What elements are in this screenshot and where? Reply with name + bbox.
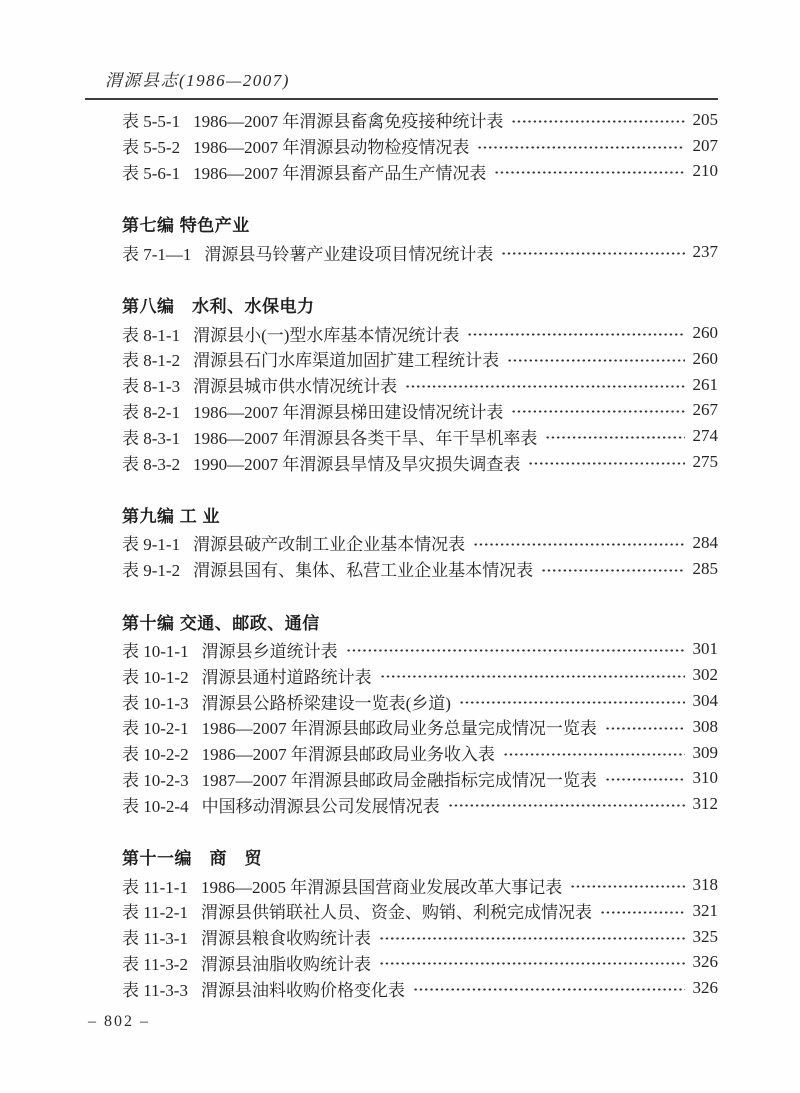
entry-title: 渭源县乡道统计表	[201, 641, 338, 661]
section-heading: 第八编 水利、水保电力	[122, 297, 315, 317]
header-rule	[85, 98, 718, 100]
entry-page-number: 237	[692, 242, 718, 262]
toc-list	[122, 107, 718, 1001]
entry-label: 表 10-2-4	[122, 796, 189, 816]
entry-title: 1986—2007 年渭源县各类干旱、年干旱机率表	[193, 428, 538, 448]
toc-entry	[122, 423, 718, 449]
toc-entry	[122, 530, 718, 556]
toc-entry	[122, 975, 718, 1001]
dot-leader	[405, 372, 685, 398]
entry-page-number: 326	[692, 978, 718, 998]
entry-page-number: 267	[692, 400, 718, 420]
entry-title: 1986—2007 年渭源县畜禽免疫接种统计表	[193, 112, 504, 132]
entry-page-number: 274	[692, 426, 718, 446]
entry-label: 表 10-1-3	[122, 693, 189, 713]
dot-leader	[459, 688, 685, 714]
dot-leader	[541, 556, 685, 582]
toc-entry	[122, 924, 718, 950]
entry-title: 1990—2007 年渭源县旱情及旱灾损失调查表	[193, 454, 521, 474]
dot-leader	[511, 107, 685, 133]
dot-leader	[507, 346, 685, 372]
dot-leader	[473, 530, 685, 556]
entry-label: 表 10-1-1	[122, 641, 189, 661]
dot-leader	[380, 662, 685, 688]
entry-label: 表 5-5-2	[122, 138, 181, 158]
entry-label: 表 8-3-1	[122, 428, 181, 448]
page-footer	[88, 1013, 150, 1031]
entry-title: 渭源县油料收购价格变化表	[200, 980, 405, 1000]
dot-leader	[379, 950, 685, 976]
entry-label: 表 11-3-2	[122, 954, 188, 974]
page-number: – 802 –	[88, 1013, 150, 1030]
entry-page-number: 312	[692, 794, 718, 814]
entry-title: 1987—2007 年渭源县邮政局金融指标完成情况一览表	[201, 770, 597, 790]
entry-page-number: 207	[692, 135, 718, 155]
entry-title: 渭源县公路桥梁建设一览表(乡道)	[201, 693, 451, 713]
entry-title: 1986—2007 年渭源县邮政局业务总量完成情况一览表	[201, 719, 597, 739]
entry-label: 表 11-1-1	[122, 877, 188, 897]
toc-entry	[122, 637, 718, 663]
entry-title: 渭源县通村道路统计表	[201, 667, 372, 687]
entry-title: 1986—2005 年渭源县国营商业发展改革大事记表	[200, 877, 563, 897]
entry-page-number: 310	[692, 768, 718, 788]
dot-leader	[501, 239, 685, 265]
toc-entry	[122, 449, 718, 475]
dot-leader	[346, 637, 685, 663]
toc-section	[122, 213, 718, 265]
entry-label: 表 11-3-1	[122, 929, 188, 949]
dot-leader	[503, 740, 685, 766]
toc-entry	[122, 133, 718, 159]
entry-page-number: 302	[692, 665, 718, 685]
entry-page-number: 304	[692, 691, 718, 711]
toc-entry	[122, 556, 718, 582]
toc-entry	[122, 714, 718, 740]
entry-title: 渭源县国有、集体、私营工业企业基本情况表	[193, 561, 534, 581]
entry-page-number: 261	[692, 374, 718, 394]
entry-page-number: 275	[692, 452, 718, 472]
entry-title: 渭源县粮食收购统计表	[200, 929, 371, 949]
entry-title: 1986—2007 年渭源县邮政局业务收入表	[201, 745, 495, 765]
page-header	[85, 66, 718, 100]
entry-label: 表 9-1-2	[122, 561, 181, 581]
toc-section	[122, 107, 718, 184]
toc-entry	[122, 872, 718, 898]
entry-title: 渭源县供销联社人员、资金、购销、利税完成情况表	[200, 903, 592, 923]
entry-page-number: 210	[692, 161, 718, 181]
dot-leader	[379, 924, 685, 950]
toc-entry	[122, 372, 718, 398]
toc-entry	[122, 740, 718, 766]
toc-section	[122, 611, 718, 818]
entry-page-number: 260	[692, 348, 718, 368]
entry-title: 渭源县石门水库渠道加固扩建工程统计表	[193, 351, 500, 371]
entry-label: 表 8-1-2	[122, 351, 181, 371]
toc-entry	[122, 398, 718, 424]
entry-page-number: 284	[692, 532, 718, 552]
entry-page-number: 260	[692, 323, 718, 343]
toc-section	[122, 294, 718, 475]
toc-entry	[122, 662, 718, 688]
dot-leader	[494, 159, 685, 185]
entry-title: 渭源县城市供水情况统计表	[193, 377, 398, 397]
entry-page-number: 309	[692, 742, 718, 762]
dot-leader	[605, 714, 685, 740]
entry-page-number: 321	[692, 900, 718, 920]
toc-entry	[122, 159, 718, 185]
entry-page-number: 301	[692, 639, 718, 659]
section-heading: 第十编 交通、邮政、通信	[122, 613, 320, 633]
book-title: 渭源县志(1986—2007)	[105, 71, 290, 90]
dot-leader	[413, 975, 685, 1001]
entry-title: 中国移动渭源县公司发展情况表	[201, 796, 440, 816]
entry-label: 表 11-3-3	[122, 980, 188, 1000]
entry-label: 表 8-2-1	[122, 402, 181, 422]
entry-title: 渭源县破产改制工业企业基本情况表	[193, 535, 466, 555]
dot-leader	[545, 423, 685, 449]
entry-title: 1986—2007 年渭源县梯田建设情况统计表	[193, 402, 504, 422]
dot-leader	[528, 449, 685, 475]
toc-entry	[122, 950, 718, 976]
toc-entry	[122, 239, 718, 265]
toc-entry	[122, 688, 718, 714]
entry-page-number: 325	[692, 926, 718, 946]
entry-title: 1986—2007 年渭源县动物检疫情况表	[193, 138, 470, 158]
dot-leader	[477, 133, 685, 159]
dot-leader	[448, 791, 685, 817]
entry-label: 表 5-5-1	[122, 112, 181, 132]
entry-label: 表 8-1-1	[122, 325, 181, 345]
toc-entry	[122, 320, 718, 346]
toc-entry	[122, 107, 718, 133]
entry-page-number: 285	[692, 558, 718, 578]
entry-label: 表 10-2-2	[122, 745, 189, 765]
section-heading: 第十一编 商 贸	[122, 849, 262, 869]
entry-page-number: 308	[692, 716, 718, 736]
toc-section	[122, 504, 718, 582]
toc-entry	[122, 898, 718, 924]
dot-leader	[511, 398, 685, 424]
entry-label: 表 10-2-1	[122, 719, 189, 739]
entry-label: 表 9-1-1	[122, 535, 181, 555]
entry-label: 表 7-1—1	[122, 244, 192, 264]
entry-label: 表 5-6-1	[122, 163, 181, 183]
entry-page-number: 318	[692, 875, 718, 895]
entry-label: 表 8-3-2	[122, 454, 181, 474]
entry-page-number: 205	[692, 109, 718, 129]
entry-title: 1986—2007 年渭源县畜产品生产情况表	[193, 163, 487, 183]
entry-page-number: 326	[692, 952, 718, 972]
entry-label: 表 11-2-1	[122, 903, 188, 923]
dot-leader	[570, 872, 685, 898]
entry-title: 渭源县油脂收购统计表	[200, 954, 371, 974]
entry-title: 渭源县小(一)型水库基本情况统计表	[193, 325, 460, 345]
dot-leader	[600, 898, 685, 924]
section-heading: 第七编 特色产业	[122, 216, 250, 236]
entry-label: 表 10-2-3	[122, 770, 189, 790]
toc-entry	[122, 766, 718, 792]
toc-entry	[122, 346, 718, 372]
toc-entry	[122, 791, 718, 817]
toc-section	[122, 846, 718, 1001]
entry-label: 表 8-1-3	[122, 377, 181, 397]
section-heading: 第九编 工 业	[122, 506, 220, 526]
dot-leader	[605, 766, 685, 792]
entry-label: 表 10-1-2	[122, 667, 189, 687]
entry-title: 渭源县马铃薯产业建设项目情况统计表	[204, 244, 494, 264]
dot-leader	[467, 320, 685, 346]
